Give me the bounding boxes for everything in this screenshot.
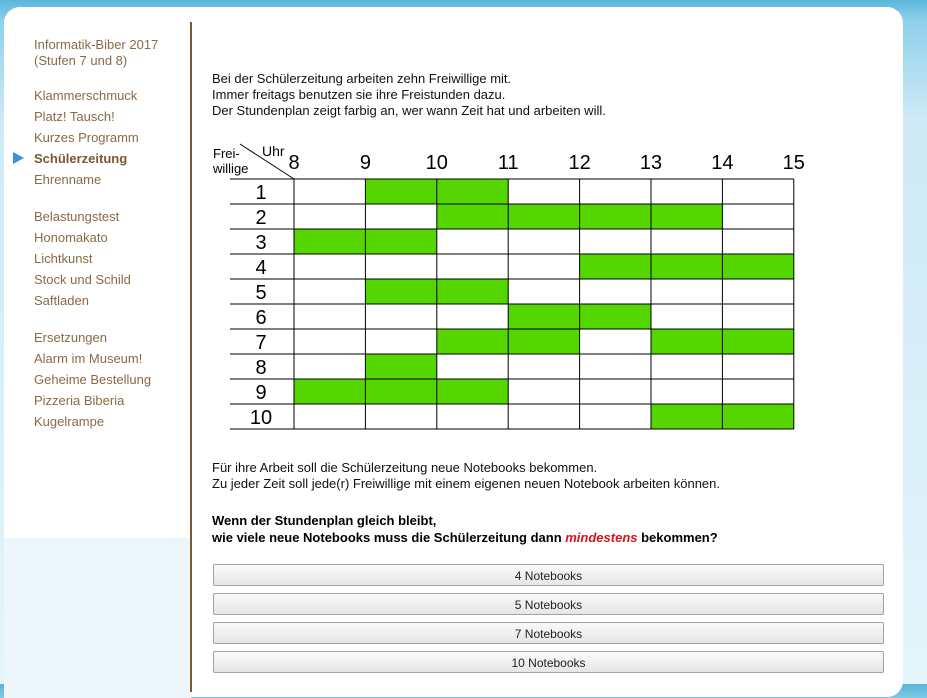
available-slot [508,329,579,354]
available-slot [365,379,436,404]
available-slot [294,379,365,404]
sidebar-item[interactable] [34,390,184,411]
available-slot [722,329,793,354]
sidebar-item-label: Schülerzeitung [34,151,128,166]
intro-line: Bei der Schülerzeitung arbeiten zehn Freiwillige mit. [212,71,512,86]
volunteer-number: 9 [255,382,267,404]
contest-title [34,37,184,69]
available-slot [651,204,722,229]
hour-tick-label: 15 [782,152,805,174]
available-slot [651,404,722,429]
question-text [212,512,892,546]
sidebar-item-label: Ehrenname [34,172,102,187]
hour-tick-label: 14 [711,152,734,174]
sidebar-item[interactable] [34,148,184,169]
available-slot [365,229,436,254]
hour-tick-label: 10 [425,152,448,174]
question-line1: Wenn der Stundenplan gleich bleibt, [212,513,437,528]
available-slot [508,304,579,329]
question-emphasis: mindestens [565,530,638,545]
current-task-arrow-icon [13,152,24,164]
contest-title-line1: Informatik-Biber 2017 [34,37,159,52]
sidebar-divider [190,22,192,692]
volunteer-axis-label: Frei- [213,146,240,161]
task-list [34,85,184,432]
sidebar-item-label: Stock und Schild [34,272,131,287]
task-group [34,327,184,432]
task-info [212,460,892,492]
sidebar-item-label: Kurzes Programm [34,130,139,145]
task-group [34,206,184,311]
volunteer-number: 7 [255,332,267,354]
question-text-part: bekommen? [637,530,718,545]
available-slot [365,279,436,304]
info-line: Für ihre Arbeit soll die Schülerzeitung neue Notebooks bekommen. [212,460,598,475]
schedule-table [208,141,818,433]
hour-tick-label: 13 [639,152,663,174]
sidebar-item[interactable] [34,106,184,127]
sidebar-item[interactable] [34,327,184,348]
sidebar-item-label: Lichtkunst [34,251,93,266]
sidebar-item[interactable] [34,85,184,106]
available-slot [651,329,722,354]
sidebar-item-label: Saftladen [34,293,89,308]
sidebar-item-label: Geheime Bestellung [34,372,152,387]
sidebar-item-label: Kugelrampe [34,414,105,429]
answer-button-7[interactable]: 7 Notebooks [213,622,884,644]
hour-axis-label: Uhr [262,143,285,159]
available-slot [508,204,579,229]
available-slot [580,254,651,279]
sidebar-item[interactable] [34,369,184,390]
available-slot [437,279,508,304]
hour-tick-label: 8 [288,152,300,174]
sidebar-nav [34,37,184,432]
info-line: Zu jeder Zeit soll jede(r) Freiwillige mit einem eigenen neuen Notebook arbeiten können. [212,476,720,491]
available-slot [437,329,508,354]
sidebar-item[interactable] [34,227,184,248]
answer-button-4[interactable]: 4 Notebooks [213,564,884,586]
answer-button-5[interactable]: 5 Notebooks [213,593,884,615]
volunteer-number: 3 [255,232,267,254]
available-slot [437,379,508,404]
sidebar-item-label: Pizzeria Biberia [34,393,125,408]
volunteer-number: 10 [249,407,273,429]
available-slot [651,254,722,279]
sidebar-item[interactable] [34,248,184,269]
volunteer-number: 4 [255,257,267,279]
sidebar-item-label: Platz! Tausch! [34,109,115,124]
available-slot [580,304,651,329]
sidebar-item-label: Ersetzungen [34,330,107,345]
answer-options [213,564,884,680]
sidebar-item-label: Klammerschmuck [34,88,138,103]
intro-line: Immer freitags benutzen sie ihre Freistunden dazu. [212,87,506,102]
volunteer-number: 6 [255,307,267,329]
sidebar-item-label: Belastungstest [34,209,120,224]
sidebar-item[interactable] [34,290,184,311]
available-slot [722,254,793,279]
available-slot [365,354,436,379]
question-line2 [212,529,892,546]
hour-tick-label: 9 [359,152,371,174]
volunteer-number: 8 [255,357,267,379]
sidebar-item[interactable] [34,411,184,432]
hour-tick-label: 11 [497,152,519,174]
available-slot [365,179,436,204]
volunteer-number: 1 [255,182,267,204]
sidebar-item[interactable] [34,206,184,227]
sidebar-item-label: Honomakato [34,230,108,245]
sidebar-item[interactable] [34,169,184,190]
sidebar-background [4,538,191,698]
volunteer-number: 2 [255,207,267,229]
sidebar-item[interactable] [34,269,184,290]
question-text-part: wie viele neue Notebooks muss die Schülerzeitung dann [212,530,566,545]
volunteer-number: 5 [255,282,267,304]
volunteer-axis-label: willige [213,161,249,176]
sidebar-item-label: Alarm im Museum! [34,351,143,366]
available-slot [437,179,508,204]
sidebar-item[interactable] [34,127,184,148]
sidebar-item[interactable] [34,348,184,369]
available-slot [580,204,651,229]
intro-line: Der Stundenplan zeigt farbig an, wer wann Zeit hat und arbeiten will. [212,103,606,118]
available-slot [437,204,508,229]
answer-button-10[interactable]: 10 Notebooks [213,651,884,673]
task-intro [212,71,892,119]
hour-tick-label: 12 [568,152,591,174]
task-group [34,85,184,190]
available-slot [722,404,793,429]
available-slot [294,229,365,254]
contest-title-line2: (Stufen 7 und 8) [34,53,128,68]
